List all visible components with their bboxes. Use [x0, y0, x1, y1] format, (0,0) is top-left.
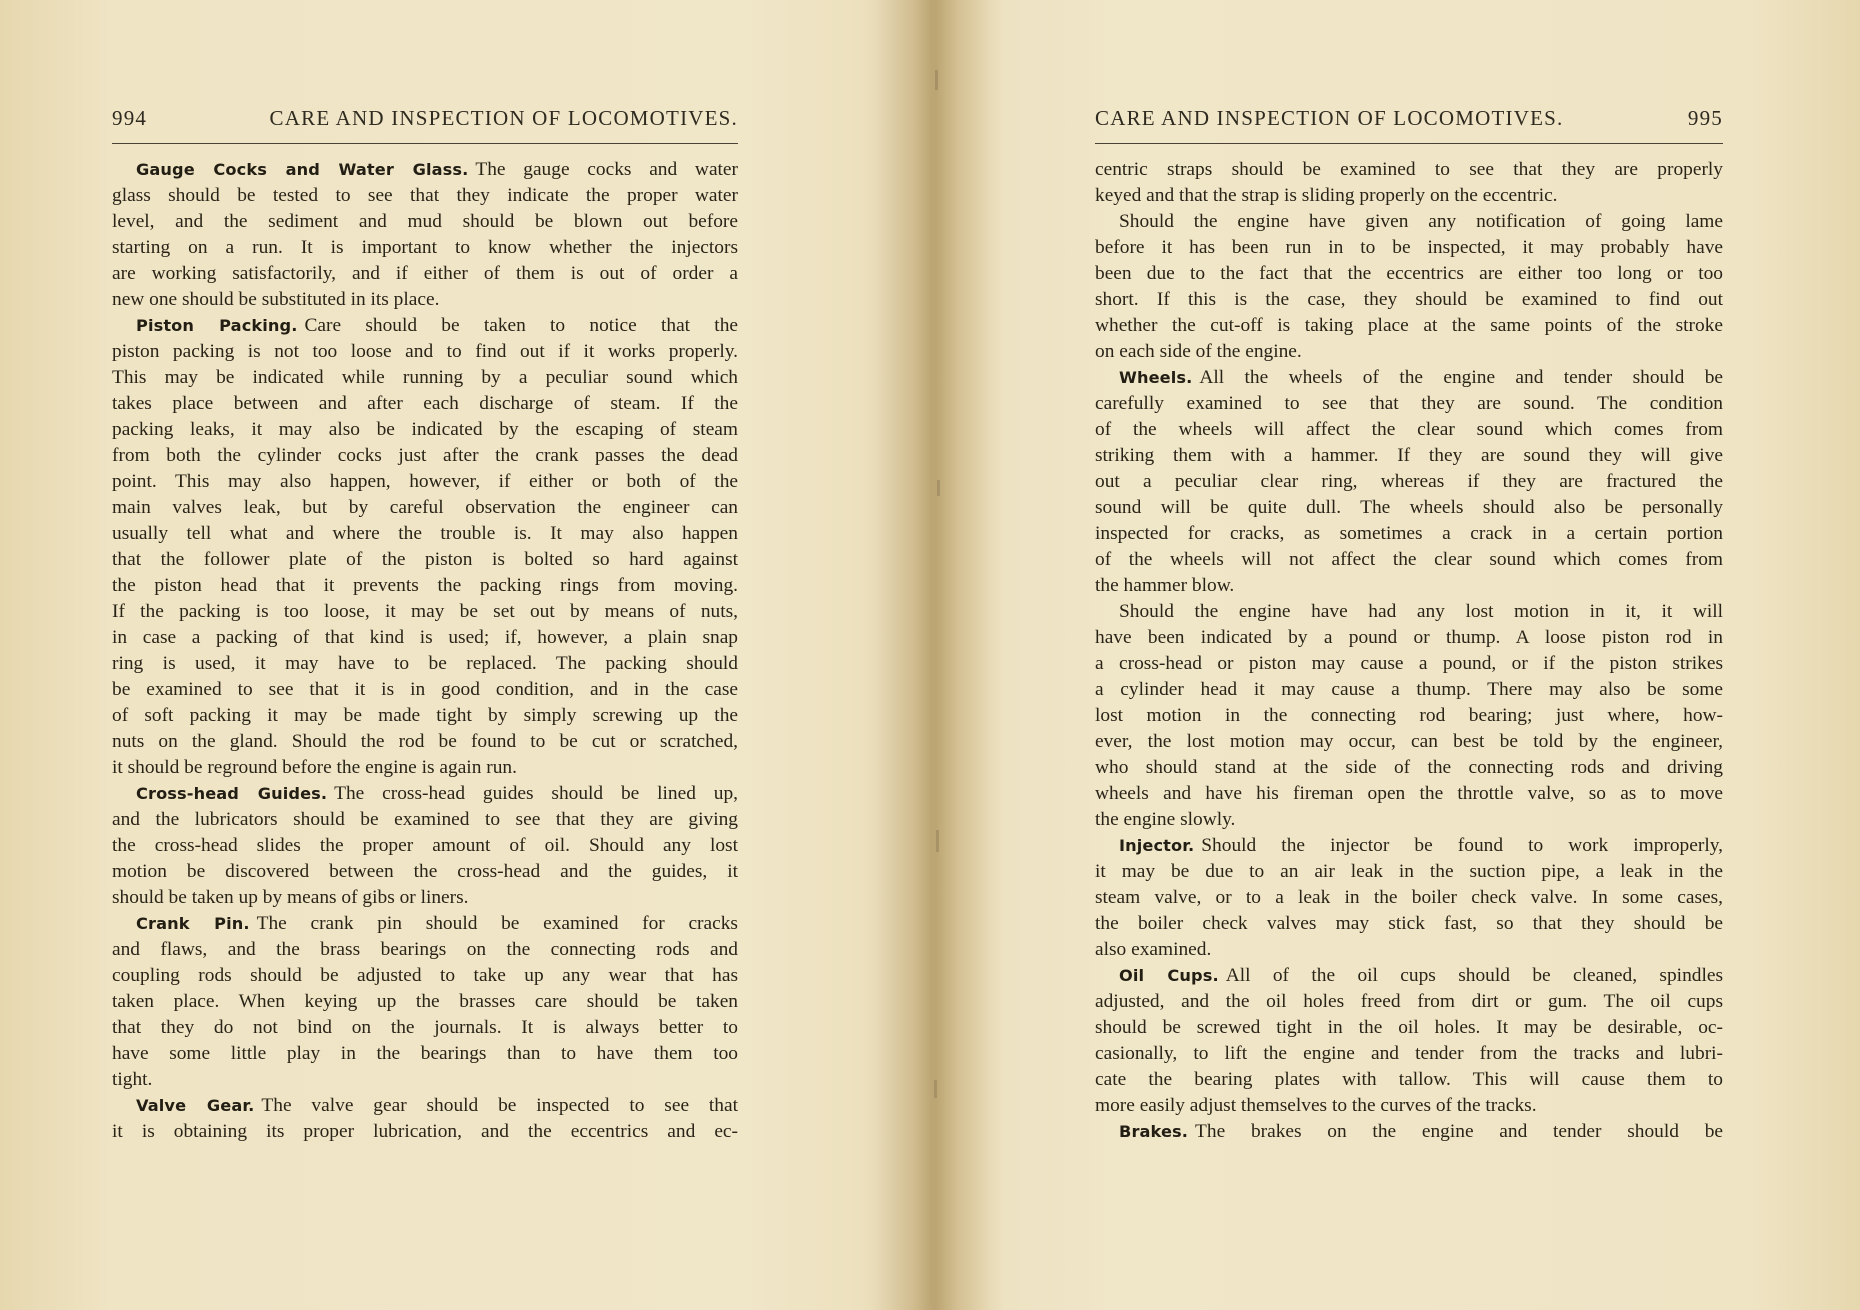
- line-text: ever, the lost motion may occur, can best be told by the engineer,: [1095, 731, 1723, 752]
- line-text: the piston head that it prevents the packing rings from moving.: [112, 575, 738, 596]
- line-text: the boiler check valves may stick fast, so that they should be: [1095, 913, 1723, 934]
- left-text-line: [112, 1041, 738, 1067]
- section-heading: Piston Packing.: [136, 316, 298, 335]
- gutter-shadow: [860, 0, 990, 1310]
- line-text: be examined to see that it is in good condition, and in the case: [112, 679, 738, 700]
- line-text: taken place. When keying up the brasses care should be taken: [112, 991, 738, 1012]
- left-page-body: [112, 157, 738, 1145]
- line-text: have been indicated by a pound or thump. A loose piston rod in: [1095, 627, 1723, 648]
- line-text: packing leaks, it may also be indicated by the escaping of steam: [112, 419, 738, 440]
- line-text: are working satisfactorily, and if either of them is out of order a: [112, 263, 738, 284]
- left-text-line: [112, 937, 738, 963]
- line-text: striking them with a hammer. If they are sound they will give: [1095, 445, 1723, 466]
- right-text-line: [1095, 573, 1723, 599]
- right-text-line: [1095, 1119, 1723, 1145]
- right-text-line: [1095, 729, 1723, 755]
- left-text-line: [112, 963, 738, 989]
- line-text: from both the cylinder cocks just after the crank passes the dead: [112, 445, 738, 466]
- right-text-line: [1095, 911, 1723, 937]
- left-text-line: [112, 755, 738, 781]
- line-text: it should be reground before the engine is again run.: [112, 757, 517, 778]
- right-text-line: [1095, 521, 1723, 547]
- line-text: All of the oil cups should be cleaned, spindles: [1225, 965, 1723, 986]
- right-text-line: [1095, 365, 1723, 391]
- line-text: Should the engine have given any notification of going lame: [1119, 211, 1723, 232]
- line-text: The gauge cocks and water: [475, 159, 738, 180]
- left-text-line: [112, 1119, 738, 1145]
- line-text: new one should be substituted in its place.: [112, 289, 440, 310]
- left-text-line: [112, 599, 738, 625]
- section-heading: Crank Pin.: [136, 914, 250, 933]
- right-text-line: [1095, 209, 1723, 235]
- left-text-line: [112, 417, 738, 443]
- left-text-line: [112, 807, 738, 833]
- left-text-line: [112, 911, 738, 937]
- line-text: main valves leak, but by careful observation the engineer can: [112, 497, 738, 518]
- line-text: the engine slowly.: [1095, 809, 1236, 830]
- right-text-line: [1095, 417, 1723, 443]
- left-text-line: [112, 339, 738, 365]
- line-text: nuts on the gland. Should the rod be found to be cut or scratched,: [112, 731, 738, 752]
- right-text-line: [1095, 625, 1723, 651]
- left-text-line: [112, 625, 738, 651]
- line-text: piston packing is not too loose and to find out if it works properly.: [112, 341, 738, 362]
- line-text: lost motion in the connecting rod bearing; just where, how-: [1095, 705, 1723, 726]
- right-text-line: [1095, 443, 1723, 469]
- line-text: carefully examined to see that they are sound. The condition: [1095, 393, 1723, 414]
- left-text-line: [112, 235, 738, 261]
- line-text: The crank pin should be examined for cracks: [256, 913, 738, 934]
- gutter-speck: [936, 830, 939, 852]
- line-text: it is obtaining its proper lubrication, and the eccentrics and ec-: [112, 1121, 738, 1142]
- line-text: inspected for cracks, as sometimes a crack in a certain portion: [1095, 523, 1723, 544]
- right-header-rule: [1095, 143, 1723, 144]
- left-text-line: [112, 443, 738, 469]
- line-text: cate the bearing plates with tallow. This will cause them to: [1095, 1069, 1723, 1090]
- right-text-line: [1095, 781, 1723, 807]
- left-running-head: [112, 106, 738, 136]
- right-text-line: [1095, 1093, 1723, 1119]
- left-text-line: [112, 157, 738, 183]
- right-text-line: [1095, 989, 1723, 1015]
- right-text-line: [1095, 261, 1723, 287]
- line-text: been due to the fact that the eccentrics are either too long or too: [1095, 263, 1723, 284]
- right-text-line: [1095, 755, 1723, 781]
- line-text: more easily adjust themselves to the curves of the tracks.: [1095, 1095, 1537, 1116]
- line-text: and the lubricators should be examined to see that they are giving: [112, 809, 738, 830]
- line-text: short. If this is the case, they should be examined to find out: [1095, 289, 1723, 310]
- left-text-line: [112, 261, 738, 287]
- left-page-number: 994: [112, 106, 148, 130]
- right-text-line: [1095, 703, 1723, 729]
- left-text-line: [112, 781, 738, 807]
- right-text-line: [1095, 235, 1723, 261]
- line-text: it may be due to an air leak in the suction pipe, a leak in the: [1095, 861, 1723, 882]
- right-text-line: [1095, 885, 1723, 911]
- line-text: in case a packing of that kind is used; if, however, a plain snap: [112, 627, 738, 648]
- line-text: tight.: [112, 1069, 153, 1090]
- line-text: out a peculiar clear ring, whereas if they are fractured the: [1095, 471, 1723, 492]
- section-heading: Brakes.: [1119, 1122, 1189, 1141]
- line-text: casionally, to lift the engine and tender from the tracks and lubri-: [1095, 1043, 1723, 1064]
- line-text: Care should be taken to notice that the: [304, 315, 738, 336]
- line-text: takes place between and after each discharge of steam. If the: [112, 393, 738, 414]
- right-text-line: [1095, 1015, 1723, 1041]
- line-text: of soft packing it may be made tight by simply screwing up the: [112, 705, 738, 726]
- section-heading: Oil Cups.: [1119, 966, 1219, 985]
- left-text-line: [112, 1015, 738, 1041]
- section-heading: Cross-head Guides.: [136, 784, 328, 803]
- left-text-line: [112, 521, 738, 547]
- line-text: a cross-head or piston may cause a pound, or if the piston strikes: [1095, 653, 1723, 674]
- line-text: usually tell what and where the trouble is. It may also happen: [112, 523, 738, 544]
- left-text-line: [112, 209, 738, 235]
- line-text: point. This may also happen, however, if either or both of the: [112, 471, 738, 492]
- right-text-line: [1095, 1067, 1723, 1093]
- left-text-line: [112, 391, 738, 417]
- right-page: [1095, 0, 1723, 1310]
- left-page: [112, 0, 738, 1310]
- gutter-speck: [937, 480, 940, 496]
- line-text: steam valve, or to a leak in the boiler check valve. In some cases,: [1095, 887, 1723, 908]
- line-text: have some little play in the bearings than to have them too: [112, 1043, 738, 1064]
- left-text-line: [112, 287, 738, 313]
- line-text: should be taken up by means of gibs or liners.: [112, 887, 469, 908]
- left-running-title: CARE AND INSPECTION OF LOCOMOTIVES.: [269, 106, 738, 130]
- line-text: wheels and have his fireman open the throttle valve, so as to move: [1095, 783, 1723, 804]
- line-text: sound will be quite dull. The wheels should also be personally: [1095, 497, 1723, 518]
- left-header-rule: [112, 143, 738, 144]
- line-text: a cylinder head it may cause a thump. There may also be some: [1095, 679, 1723, 700]
- line-text: This may be indicated while running by a peculiar sound which: [112, 367, 738, 388]
- left-text-line: [112, 183, 738, 209]
- right-text-line: [1095, 859, 1723, 885]
- right-text-line: [1095, 677, 1723, 703]
- line-text: The valve gear should be inspected to see that: [261, 1095, 738, 1116]
- right-text-line: [1095, 183, 1723, 209]
- section-heading: Gauge Cocks and Water Glass.: [136, 160, 469, 179]
- right-text-line: [1095, 287, 1723, 313]
- left-text-line: [112, 313, 738, 339]
- right-text-line: [1095, 963, 1723, 989]
- line-text: who should stand at the side of the connecting rods and driving: [1095, 757, 1723, 778]
- right-text-line: [1095, 599, 1723, 625]
- line-text: that the follower plate of the piston is bolted so hard against: [112, 549, 738, 570]
- left-text-line: [112, 573, 738, 599]
- right-text-line: [1095, 1041, 1723, 1067]
- right-running-title: CARE AND INSPECTION OF LOCOMOTIVES.: [1095, 106, 1564, 130]
- right-text-line: [1095, 469, 1723, 495]
- line-text: and flaws, and the brass bearings on the connecting rods and: [112, 939, 738, 960]
- right-text-line: [1095, 391, 1723, 417]
- gutter-speck: [935, 70, 938, 90]
- left-text-line: [112, 989, 738, 1015]
- right-text-line: [1095, 339, 1723, 365]
- section-heading: Valve Gear.: [136, 1096, 255, 1115]
- left-text-line: [112, 1093, 738, 1119]
- left-text-line: [112, 729, 738, 755]
- left-text-line: [112, 859, 738, 885]
- line-text: The brakes on the engine and tender should be: [1195, 1121, 1723, 1142]
- line-text: starting on a run. It is important to know whether the injectors: [112, 237, 738, 258]
- line-text: adjusted, and the oil holes freed from dirt or gum. The oil cups: [1095, 991, 1723, 1012]
- line-text: before it has been run in to be inspected, it may probably have: [1095, 237, 1723, 258]
- line-text: on each side of the engine.: [1095, 341, 1302, 362]
- left-text-line: [112, 495, 738, 521]
- line-text: that they do not bind on the journals. It is always better to: [112, 1017, 738, 1038]
- left-text-line: [112, 677, 738, 703]
- left-text-line: [112, 833, 738, 859]
- gutter-speck: [934, 1080, 937, 1098]
- right-page-body: [1095, 157, 1723, 1145]
- left-text-line: [112, 547, 738, 573]
- right-text-line: [1095, 547, 1723, 573]
- line-text: The cross-head guides should be lined up,: [334, 783, 738, 804]
- line-text: All the wheels of the engine and tender should be: [1199, 367, 1723, 388]
- line-text: ring is used, it may have to be replaced. The packing should: [112, 653, 738, 674]
- right-text-line: [1095, 651, 1723, 677]
- right-text-line: [1095, 157, 1723, 183]
- line-text: the cross-head slides the proper amount of oil. Should any lost: [112, 835, 738, 856]
- left-text-line: [112, 1067, 738, 1093]
- right-running-head: [1095, 106, 1723, 136]
- line-text: motion be discovered between the cross-head and the guides, it: [112, 861, 738, 882]
- section-heading: Wheels.: [1119, 368, 1193, 387]
- left-text-line: [112, 365, 738, 391]
- line-text: the hammer blow.: [1095, 575, 1235, 596]
- line-text: Should the engine have had any lost motion in it, it will: [1119, 601, 1723, 622]
- left-text-line: [112, 885, 738, 911]
- line-text: whether the cut-off is taking place at the same points of the stroke: [1095, 315, 1723, 336]
- left-text-line: [112, 469, 738, 495]
- right-page-number: 995: [1687, 106, 1723, 130]
- right-text-line: [1095, 937, 1723, 963]
- left-text-line: [112, 703, 738, 729]
- line-text: coupling rods should be adjusted to take up any wear that has: [112, 965, 738, 986]
- line-text: level, and the sediment and mud should be blown out before: [112, 211, 738, 232]
- right-text-line: [1095, 495, 1723, 521]
- right-text-line: [1095, 833, 1723, 859]
- line-text: of the wheels will not affect the clear sound which comes from: [1095, 549, 1723, 570]
- line-text: If the packing is too loose, it may be set out by means of nuts,: [112, 601, 738, 622]
- right-text-line: [1095, 313, 1723, 339]
- line-text: glass should be tested to see that they indicate the proper water: [112, 185, 738, 206]
- line-text: keyed and that the strap is sliding properly on the eccentric.: [1095, 185, 1558, 206]
- section-heading: Injector.: [1119, 836, 1195, 855]
- right-text-line: [1095, 807, 1723, 833]
- line-text: Should the injector be found to work improperly,: [1201, 835, 1723, 856]
- left-text-line: [112, 651, 738, 677]
- line-text: of the wheels will affect the clear sound which comes from: [1095, 419, 1723, 440]
- line-text: should be screwed tight in the oil holes. It may be desirable, oc-: [1095, 1017, 1723, 1038]
- line-text: also examined.: [1095, 939, 1212, 960]
- line-text: centric straps should be examined to see that they are properly: [1095, 159, 1723, 180]
